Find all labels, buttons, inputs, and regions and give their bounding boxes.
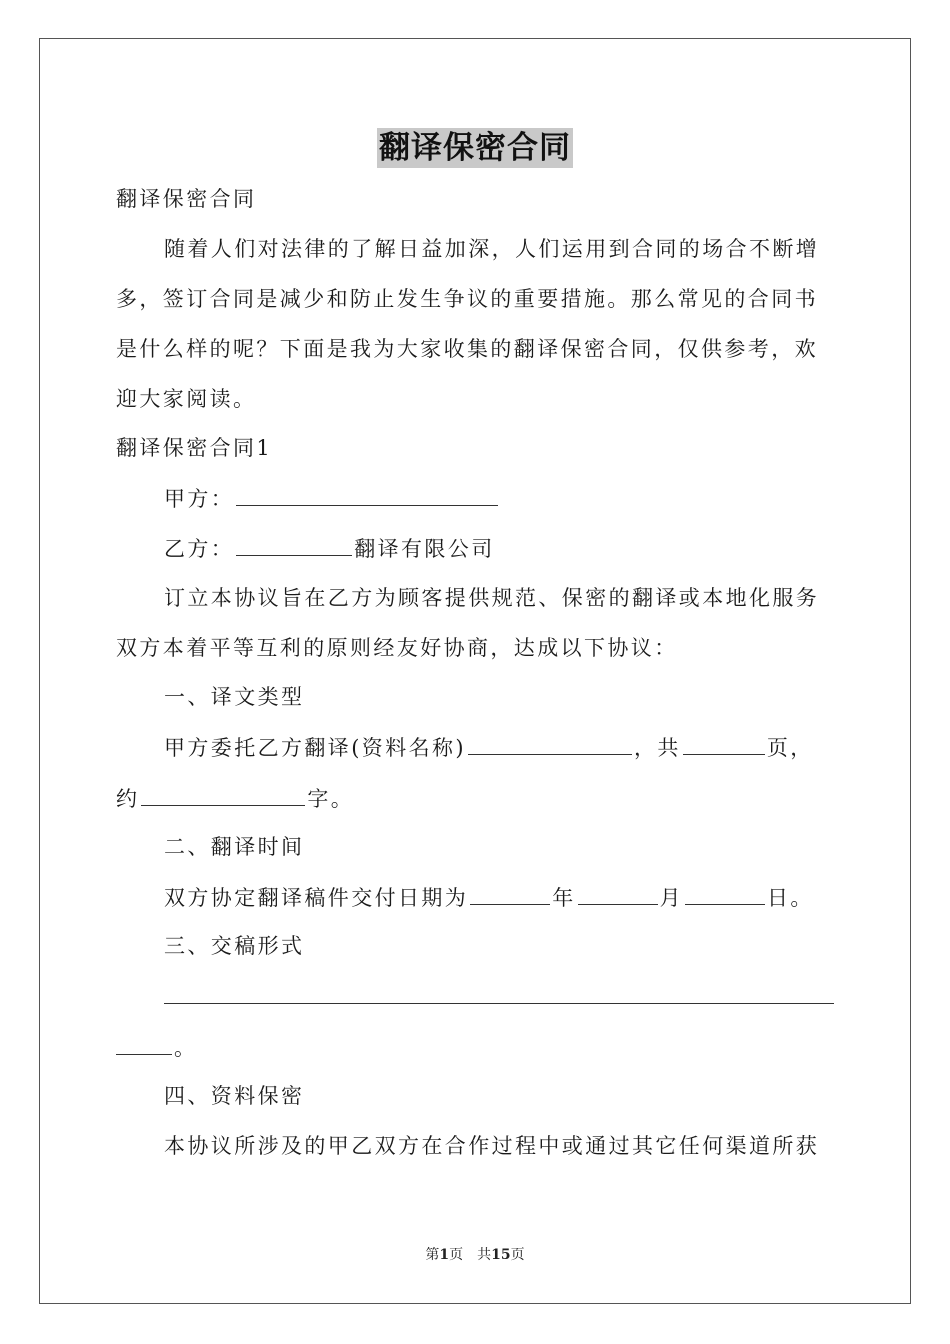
section-4-line-1: 本协议所涉及的甲乙双方在合作过程中或通过其它任何渠道所获 [164,1134,820,1158]
party-b-suffix: 翻译有限公司 [354,537,495,561]
footer-page-prefix: 第 [425,1247,440,1263]
section-1-text-d: 约 [116,787,140,811]
section-1-line-2 [116,783,354,814]
section-3-line-2 [116,1032,197,1063]
footer-page-number: 1 [439,1247,450,1263]
material-name-blank [468,732,632,755]
year-blank [470,882,550,905]
intro-line-2: 多，签订合同是减少和防止发生争议的重要措施。那么常见的合同书 [116,287,818,311]
section-2-line-1 [164,882,814,913]
purpose-line-2: 双方本着平等互利的原则经友好协商，达成以下协议： [116,636,678,660]
party-b-label: 乙方： [164,537,235,561]
page-border [39,38,911,1304]
section-1-line-1 [164,732,814,763]
party-a-line [164,483,500,514]
day-blank [685,882,765,905]
page-footer [0,1246,950,1264]
section-1-text-b: ，共 [634,736,681,760]
party-a-blank [236,483,498,506]
document-title [0,128,950,168]
footer-page-suffix: 页 [510,1247,525,1263]
section-4-heading: 四、资料保密 [164,1084,305,1108]
month-label: 月 [659,886,684,910]
purpose-line-1: 订立本协议旨在乙方为顾客提供规范、保密的翻译或本地化服务 [164,586,820,610]
delivery-form-blank-rule [164,1003,834,1004]
subtitle: 翻译保密合同 [116,187,257,211]
section-1-text-e: 字。 [307,787,355,811]
month-blank [578,882,658,905]
section-1-text-a: 甲方委托乙方翻译(资料名称) [164,736,466,760]
section-2-text-a: 双方协定翻译稿件交付日期为 [164,886,469,910]
contract-heading: 翻译保密合同1 [116,436,273,460]
intro-line-1: 随着人们对法律的了解日益加深，人们运用到合同的场合不断增 [164,237,820,261]
year-label: 年 [552,886,576,910]
intro-line-4: 迎大家阅读。 [116,387,257,411]
party-b-line [164,533,495,564]
title-text: 翻译保密合同 [379,130,571,166]
section-3-end: 。 [174,1036,198,1060]
page-count-blank [683,732,765,755]
section-2-heading: 二、翻译时间 [164,835,305,859]
party-b-blank [236,533,352,556]
word-count-blank [141,783,305,806]
day-label: 日。 [767,886,814,910]
section-3-heading: 三、交稿形式 [164,934,305,958]
intro-line-3: 是什么样的呢？下面是我为大家收集的翻译保密合同，仅供参考，欢 [116,337,818,361]
party-a-label: 甲方： [164,487,235,511]
section-1-text-c: 页， [766,736,814,760]
section-1-heading: 一、译文类型 [164,685,305,709]
delivery-form-blank-end [116,1032,172,1055]
footer-page-total: 15 [491,1247,511,1263]
footer-page-mid: 页 共 [449,1247,492,1263]
